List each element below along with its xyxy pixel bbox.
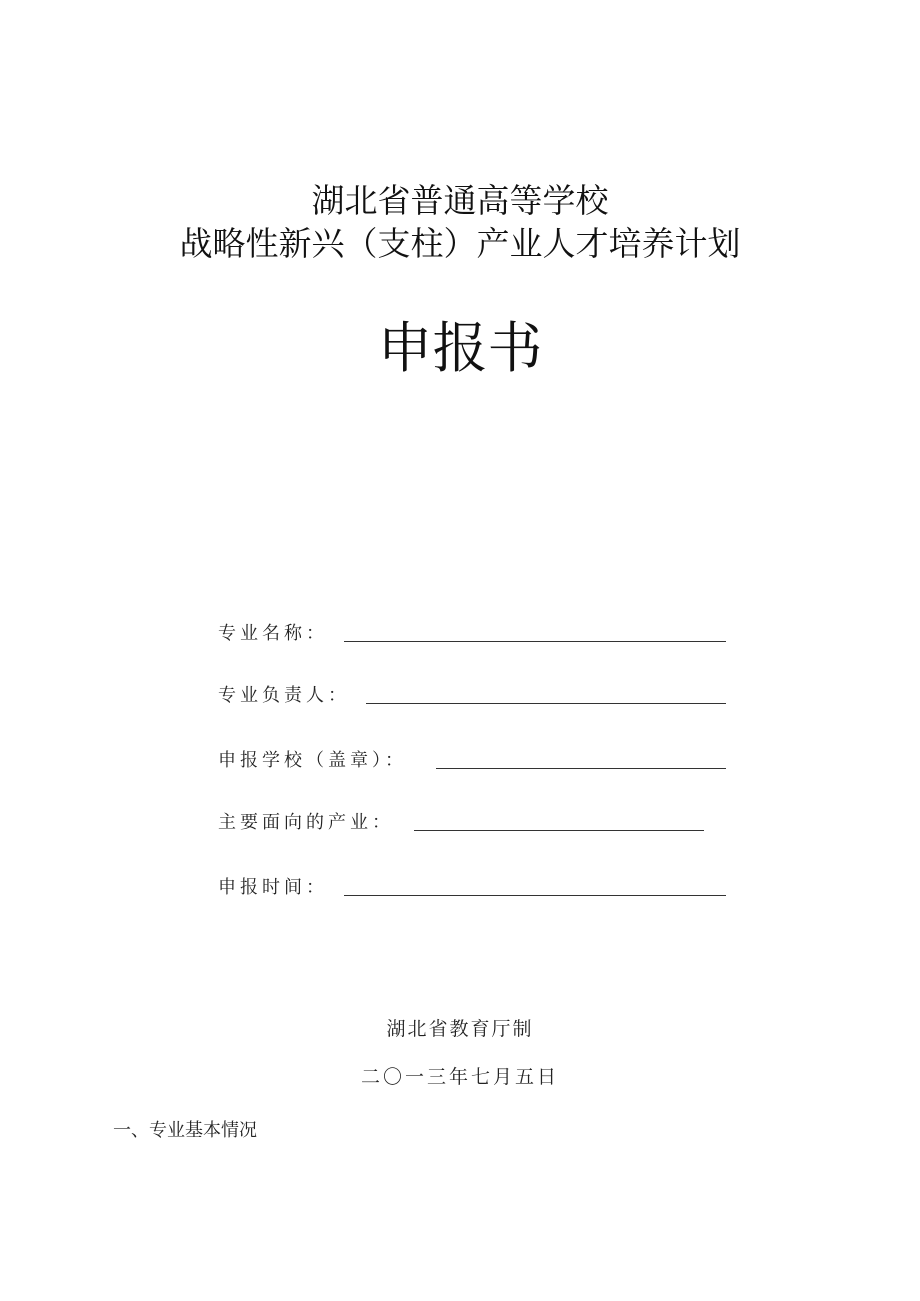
field-label-major-leader: 专业负责人： [218,685,350,706]
issue-date: 二〇一三年七月五日 [360,1066,559,1088]
field-underline-major-name[interactable] [344,641,726,642]
field-underline-application-date[interactable] [344,895,726,896]
field-label-applying-school: 申报学校（盖章）： [218,750,407,771]
document-type-title: 申报书 [377,316,543,380]
form-field-major-name [218,617,728,645]
title-line-2: 战略性新兴（支柱）产业人才培养计划 [179,224,741,263]
field-label-target-industry: 主要面向的产业： [218,812,394,833]
issuer-text: 湖北省教育厅制 [386,1018,534,1040]
form-field-application-date [218,871,728,899]
field-underline-applying-school[interactable] [436,768,726,769]
section-heading: 一、专业基本情况 [113,1120,257,1141]
field-label-application-date: 申报时间： [218,877,328,898]
form-field-applying-school [218,744,728,772]
field-underline-major-leader[interactable] [366,703,726,704]
title-line-1: 湖北省普通高等学校 [311,181,609,220]
form-field-major-leader [218,679,728,707]
field-label-major-name: 专业名称： [218,623,328,644]
form-field-target-industry [218,806,728,834]
field-underline-target-industry[interactable] [414,830,704,831]
